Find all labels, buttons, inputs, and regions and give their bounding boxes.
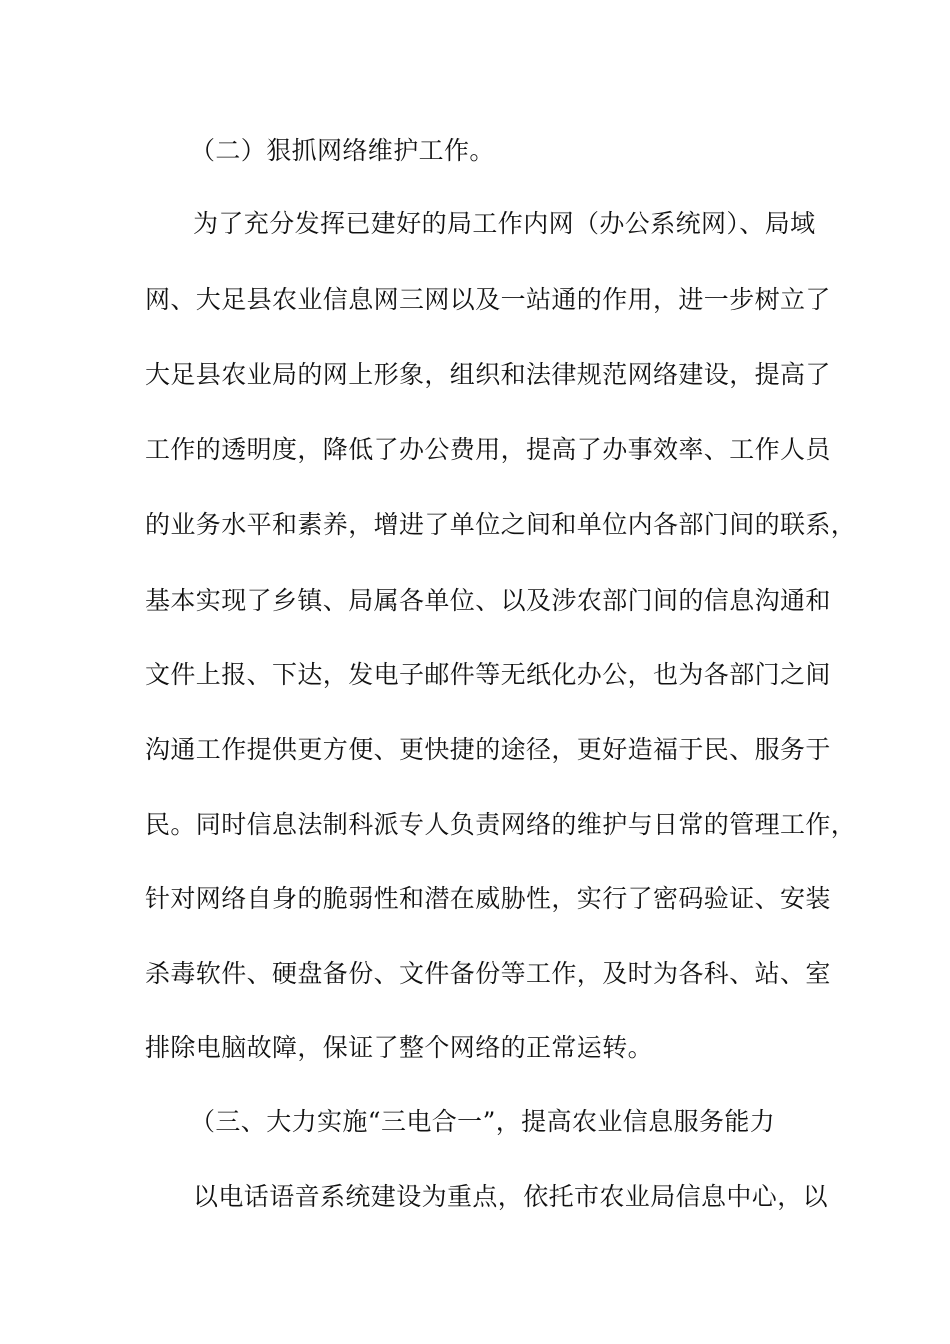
paragraph-line: 为了充分发挥已建好的局工作内网（办公系统网）、局域: [193, 209, 816, 238]
paragraph-line: 杀毒软件、硬盘备份、文件备份等工作，及时为各科、站、室: [145, 959, 831, 988]
paragraph-line: 工作的透明度，降低了办公费用，提高了办事效率、工作人员: [145, 435, 831, 464]
paragraph-line: 网、大足县农业信息网三网以及一站通的作用，进一步树立了: [145, 285, 831, 314]
section-heading-2: （三、大力实施“三电合一”，提高农业信息服务能力: [190, 1107, 776, 1136]
paragraph-line: 沟通工作提供更方便、更快捷的途径，更好造福于民、服务于: [145, 735, 831, 764]
paragraph-line: 基本实现了乡镇、局属各单位、以及涉农部门间的信息沟通和: [145, 586, 831, 615]
paragraph-line: 以电话语音系统建设为重点，依托市农业局信息中心，以: [193, 1182, 829, 1211]
paragraph-line: 民。同时信息法制科派专人负责网络的维护与日常的管理工作，: [145, 810, 857, 839]
paragraph-line: 大足县农业局的网上形象，组织和法律规范网络建设，提高了: [145, 360, 831, 389]
paragraph-line: 文件上报、下达，发电子邮件等无纸化办公，也为各部门之间: [145, 660, 831, 689]
paragraph-line: 的业务水平和素养，增进了单位之间和单位内各部门间的联系，: [145, 510, 857, 539]
section-heading: （二）狠抓网络维护工作。: [190, 136, 495, 165]
paragraph-line: 排除电脑故障，保证了整个网络的正常运转。: [145, 1033, 654, 1062]
paragraph-line: 针对网络自身的脆弱性和潜在威胁性，实行了密码验证、安装: [145, 884, 831, 913]
